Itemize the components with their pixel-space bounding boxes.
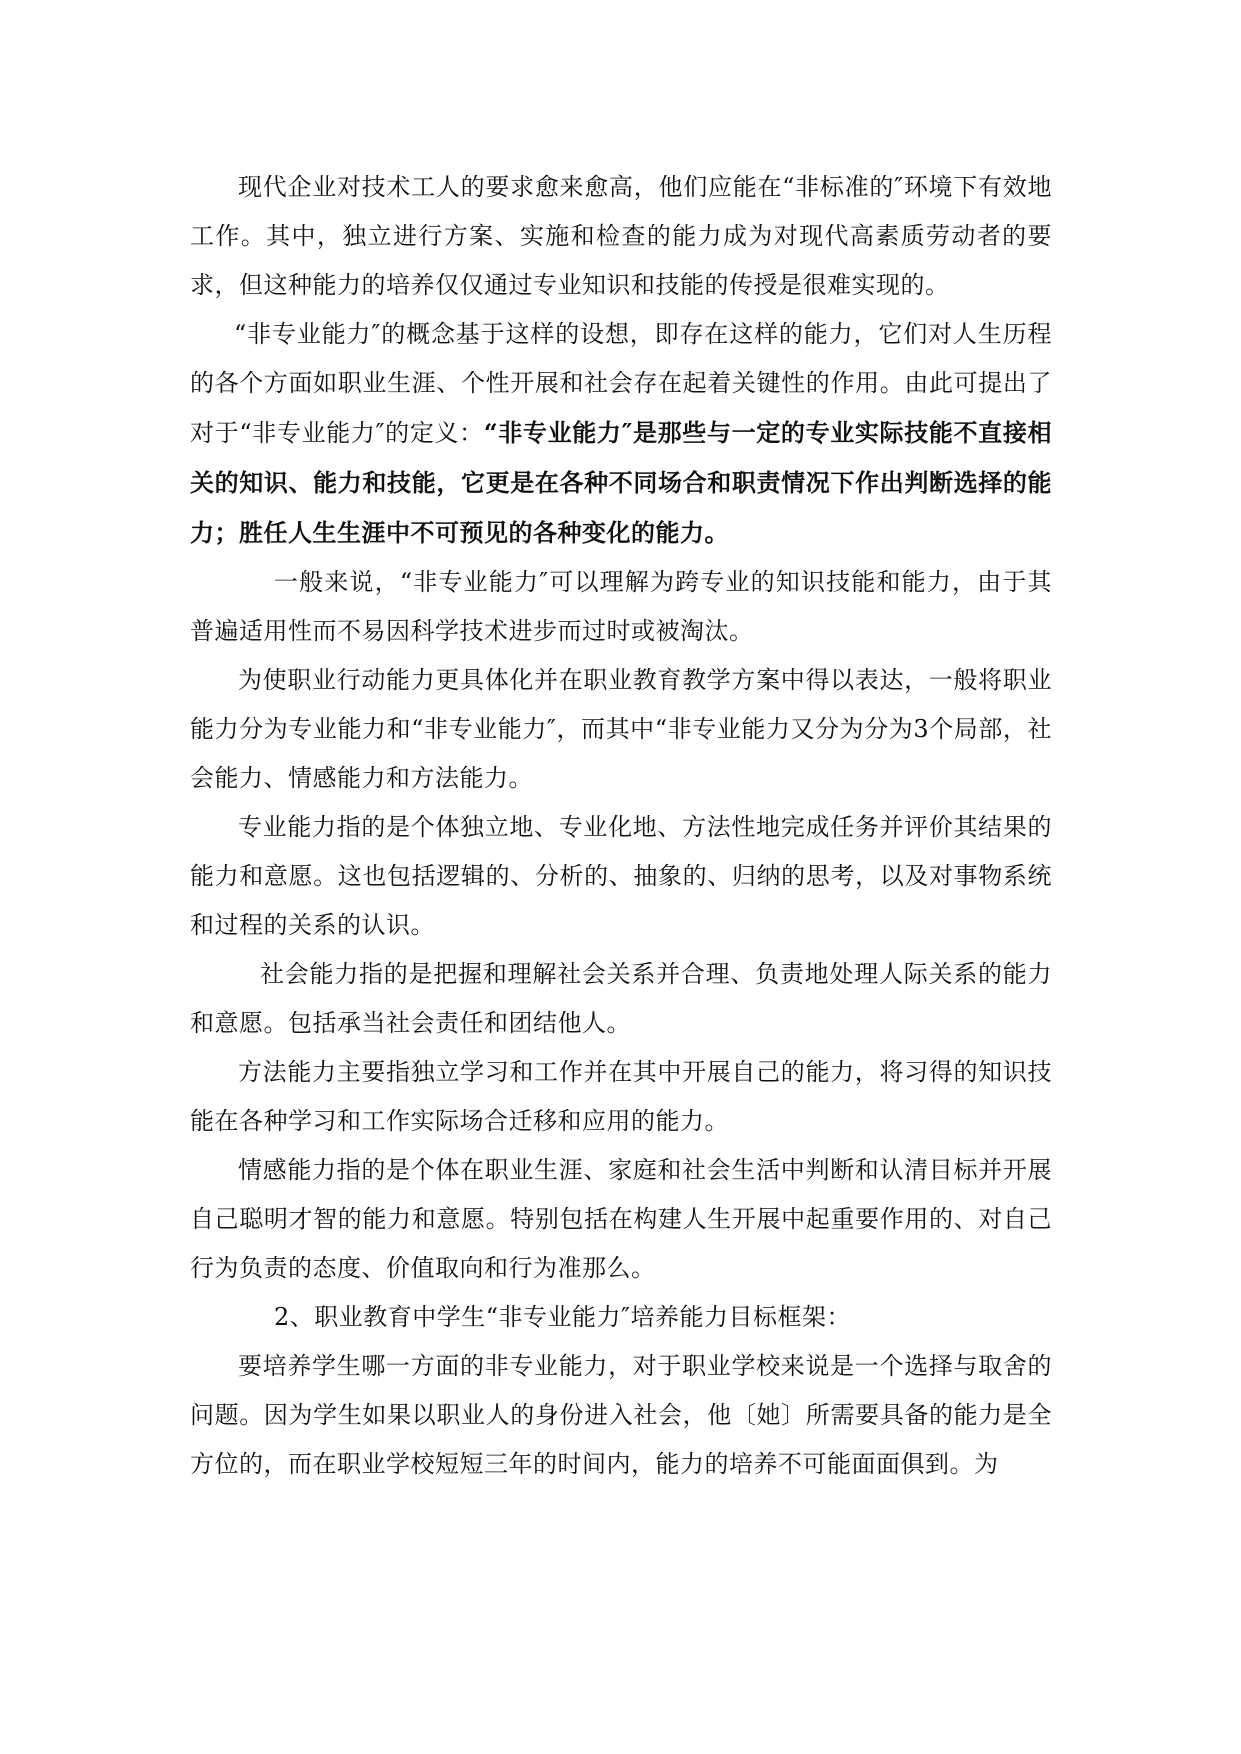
paragraph-social-ability: 社会能力指的是把握和理解社会关系并合理、负责地处理人际关系的能力和意愿。包括承当社会责任和团结他人。 — [190, 960, 1052, 1037]
section-heading-framework: 2、职业教育中学生“非专业能力″培养能力目标框架： — [274, 1303, 852, 1331]
definition-lead-text: “非专业能力″的概念基于这样的设想，即存在这样的能力，它们对人生历程的各个方面如职业生涯、个性开展和社会存在起着关键性的作用。由此可提出了对于“非专业能力″的定义： — [190, 320, 1052, 447]
paragraph-method-ability: 方法能力主要指独立学习和工作并在其中开展自己的能力，将习得的知识技能在各种学习和工作实际场合迁移和应用的能力。 — [190, 1058, 1052, 1135]
paragraph-professional-ability: 专业能力指的是个体独立地、专业化地、方法性地完成任务并评价其结果的能力和意愿。这也包括逻辑的、分析的、抽象的、归纳的思考，以及对事物系统和过程的关系的认识。 — [190, 813, 1052, 939]
paragraph-framework-intro: 要培养学生哪一方面的非专业能力，对于职业学校来说是一个选择与取舍的问题。因为学生如果以职业人的身份进入社会，他〔她〕所需要具备的能力是全方位的，而在职业学校短短三年的时间内，能力的培养不可能面面俱到。为 — [190, 1352, 1052, 1478]
paragraph-definition — [190, 310, 1052, 558]
definition-bold-text: “非专业能力″是那些与一定的专业实际技能不直接相关的知识、能力和技能，它更是在各种不同场合和职责情况下作出判断选择的能力；胜任人生生涯中不可预见的各种变化的能力。 — [190, 418, 1053, 547]
paragraph-general: 一般来说，“非专业能力″可以理解为跨专业的知识技能和能力，由于其普遍适用性而不易因科学技术进步而过时或被淘汰。 — [190, 568, 1052, 645]
paragraph-emotional-ability: 情感能力指的是个体在职业生涯、家庭和社会生活中判断和认清目标并开展自己聪明才智的能力和意愿。特别包括在构建人生开展中起重要作用的、对自己行为负责的态度、价值取向和行为准那么。 — [190, 1156, 1052, 1282]
document-body — [190, 163, 1052, 1489]
paragraph-classification: 为使职业行动能力更具体化并在职业教育教学方案中得以表达，一般将职业能力分为专业能力和“非专业能力″，而其中“非专业能力又分为分为3个局部，社会能力、情感能力和方法能力。 — [190, 666, 1052, 792]
paragraph-intro: 现代企业对技术工人的要求愈来愈高，他们应能在“非标准的″环境下有效地工作。其中，独立进行方案、实施和检查的能力成为对现代高素质劳动者的要求，但这种能力的培养仅仅通过专业知识和技能的传授是很难实现的。 — [190, 173, 1052, 299]
